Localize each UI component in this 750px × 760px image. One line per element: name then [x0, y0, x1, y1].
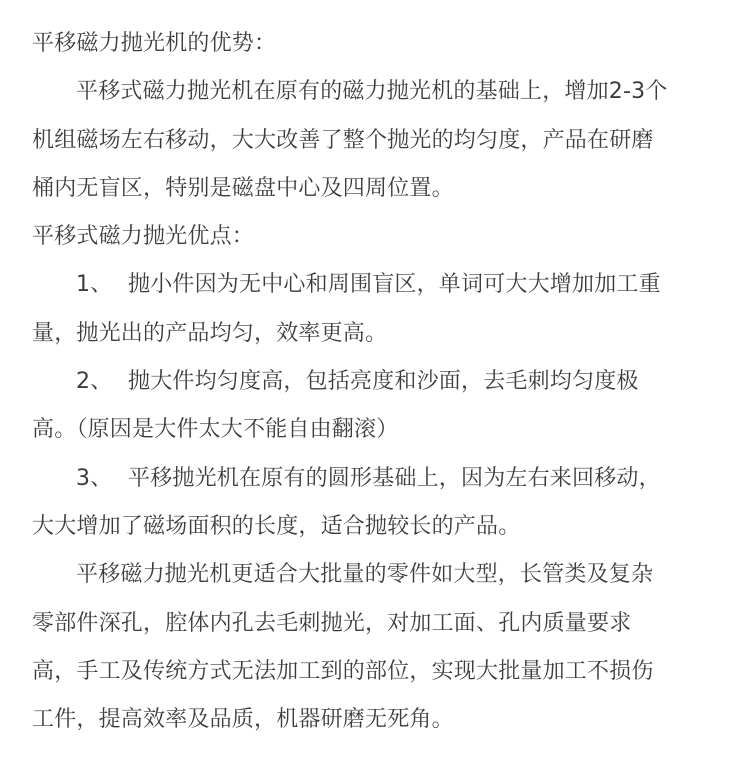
list-item-1-line-2: 量，抛光出的产品均匀，效率更高。: [32, 320, 388, 346]
list-item-2-number: 2、: [76, 369, 113, 395]
list-item-1-line-1: [32, 261, 722, 309]
paragraph-summary-line-4: 工件，提高效率及品质，机器研磨无死角。: [32, 707, 454, 733]
paragraph-summary-line-2: 零部件深孔，腔体内孔去毛刺抛光，对加工面、孔内质量要求: [32, 610, 632, 636]
list-item-3-line-2: 大大增加了磁场面积的长度，适合抛较长的产品。: [32, 513, 521, 539]
list-item-2-line-1: [32, 358, 722, 406]
list-item-1-number: 1、: [76, 272, 113, 298]
heading-advantages: 平移磁力抛光机的优势：: [32, 31, 277, 56]
paragraph-intro-line-1: 平移式磁力抛光机在原有的磁力抛光机的基础上，增加2-3个: [76, 79, 668, 105]
list-item-3-line-1: [32, 455, 722, 503]
document-body: [32, 20, 722, 744]
paragraph-summary-line-3: 高，手工及传统方式无法加工到的部位，实现大批量加工不损伤: [32, 658, 654, 684]
paragraph-summary-line-1: 平移磁力抛光机更适合大批量的零件如大型，长管类及复杂: [76, 562, 654, 588]
list-item-2-text: 抛大件均匀度高，包括亮度和沙面，去毛刺均匀度极: [128, 369, 639, 395]
list-item-3-number: 3、: [76, 465, 113, 491]
list-item-1-text: 抛小件因为无中心和周围盲区，单词可大大增加加工重: [128, 272, 661, 298]
paragraph-intro-line-2: 机组磁场左右移动，大大改善了整个抛光的均匀度，产品在研磨: [32, 127, 654, 153]
list-item-3-text: 平移抛光机在原有的圆形基础上，因为左右来回移动，: [128, 465, 661, 491]
list-item-2-line-2: 高。（原因是大件太大不能自由翻滚）: [32, 417, 399, 443]
heading-merits: 平移式磁力抛光优点：: [32, 224, 255, 250]
paragraph-intro-line-3: 桶内无盲区，特别是磁盘中心及四周位置。: [32, 175, 454, 201]
